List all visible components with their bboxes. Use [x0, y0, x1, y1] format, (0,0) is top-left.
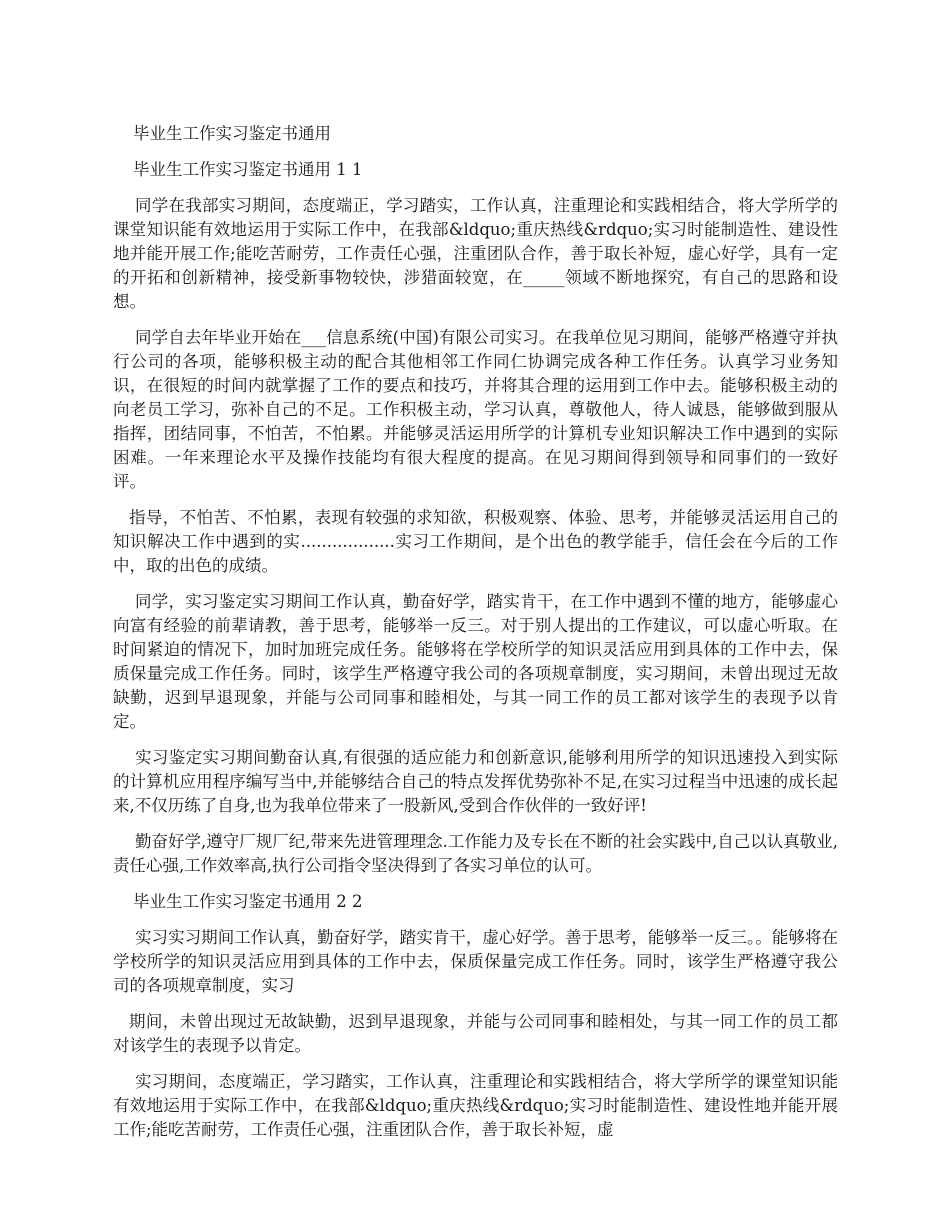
section-heading-1: 毕业生工作实习鉴定书通用 1 1: [133, 160, 363, 179]
paragraph-9: 实习期间，态度端正，学习踏实，工作认真，注重理论和实践相结合，将大学所学的课堂知识能有效地运用于实际工作中，在我部&ldquo;重庆热线&rdquo;实习时能制造性、建设性地并能开展工作;能吃苦耐劳，工作责任心强，注重团队合作，善于取长补短，虚: [113, 1072, 838, 1139]
paragraph-5: 实习鉴定实习期间勤奋认真,有很强的适应能力和创新意识,能够利用所学的知识迅速投入到实际的计算机应用程序编写当中,并能够结合自己的特点发挥优势弥补不足,在实习过程当中迅速的成长起来,不仅历练了自身,也为我单位带来了一股新风,受到合作伙伴的一致好评!: [113, 748, 838, 815]
section-heading-2: 毕业生工作实习鉴定书通用 2 2: [133, 892, 363, 911]
document-body: [113, 122, 838, 1154]
paragraph-6: 勤奋好学,遵守厂规厂纪,带来先进管理理念.工作能力及专长在不断的社会实践中,自己以认真敬业,责任心强,工作效率高,执行公司指令坚决得到了各实习单位的认可。: [113, 832, 838, 875]
paragraph-1: 同学在我部实习期间，态度端正，学习踏实，工作认真，注重理论和实践相结合，将大学所学的课堂知识能有效地运用于实际工作中，在我部&ldquo;重庆热线&rdquo;实习时能制造性、建设性地并能开展工作;能吃苦耐劳，工作责任心强，注重团队合作，善于取长补短，虚心好学，具有一定的开拓和创新精神，接受新事物较快，涉猎面较宽，在_____领域不断地探究，有自己的思路和设想。: [113, 196, 838, 311]
paragraph-3: 指导，不怕苦、不怕累，表现有较强的求知欲，积极观察、体验、思考，并能够灵活运用自己的知识解决工作中遇到的实..................实习工作期间，是个出色的教学能手，信任会在今后的工作中，取的出色的成绩。: [113, 508, 838, 575]
paragraph-2: 同学自去年毕业开始在___信息系统(中国)有限公司实习。在我单位见习期间，能够严格遵守并执行公司的各项，能够积极主动的配合其他相邻工作同仁协调完成各种工作任务。认真学习业务知识，在很短的时间内就掌握了工作的要点和技巧，并将其合理的运用到工作中去。能够积极主动的向老员工学习，弥补自己的不足。工作积极主动，学习认真，尊敬他人，待人诚恳，能够做到服从指挥，团结同事，不怕苦，不怕累。并能够灵活运用所学的计算机专业知识解决工作中遇到的实际困难。一年来理论水平及操作技能均有很大程度的提高。在见习期间得到领导和同事们的一致好评。: [113, 328, 838, 491]
paragraph-4: 同学，实习鉴定实习期间工作认真，勤奋好学，踏实肯干，在工作中遇到不懂的地方，能够虚心向富有经验的前辈请教，善于思考，能够举一反三。对于别人提出的工作建议，可以虚心听取。在时间紧迫的情况下，加时加班完成任务。能够将在学校所学的知识灵活应用到具体的工作中去，保质保量完成工作任务。同时，该学生严格遵守我公司的各项规章制度，实习期间，未曾出现过无故缺勤，迟到早退现象，并能与公司同事和睦相处，与其一同工作的员工都对该学生的表现予以肯定。: [113, 592, 838, 731]
paragraph-7: 实习实习期间工作认真，勤奋好学，踏实肯干，虚心好学。善于思考，能够举一反三。。能够将在学校所学的知识灵活应用到具体的工作中去，保质保量完成工作任务。同时，该学生严格遵守我公司的各项规章制度，实习: [113, 928, 838, 995]
document-title: 毕业生工作实习鉴定书通用: [133, 124, 331, 143]
paragraph-8: 期间，未曾出现过无故缺勤，迟到早退现象，并能与公司同事和睦相处，与其一同工作的员工都对该学生的表现予以肯定。: [113, 1012, 838, 1055]
